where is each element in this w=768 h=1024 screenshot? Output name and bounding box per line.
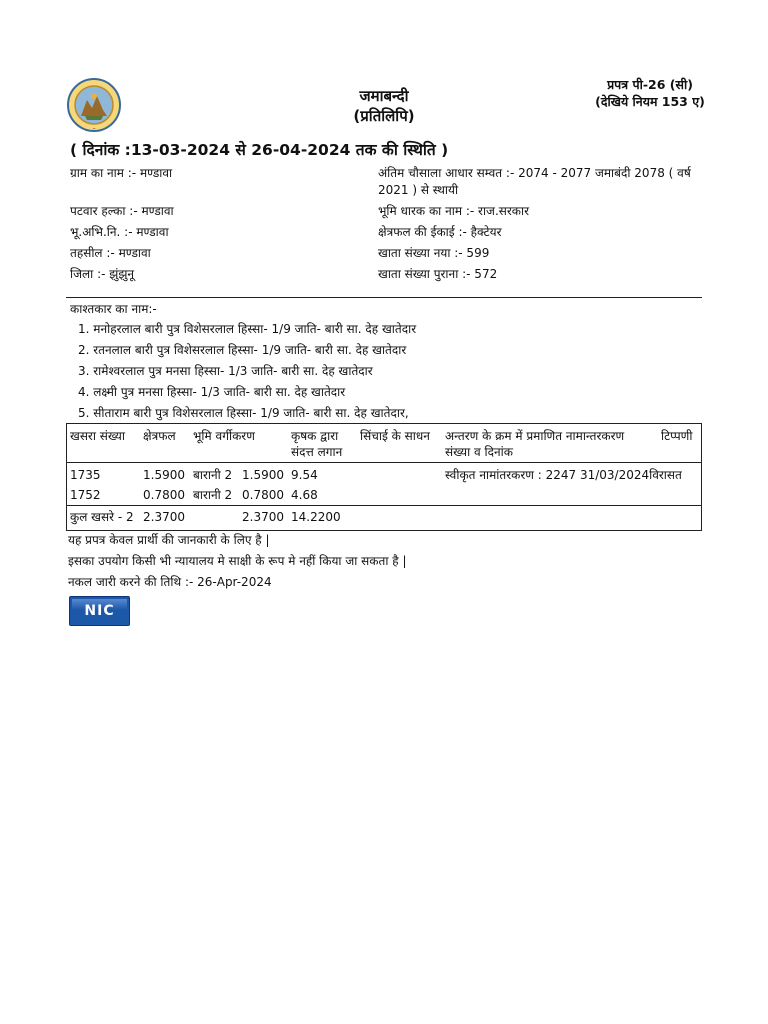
khata-naya: खाता संख्या नया :- 599	[378, 246, 490, 260]
col-header-lagan-2: संदत्त लगान	[291, 445, 343, 459]
cell-class: बारानी 2	[193, 468, 233, 482]
note-legal: इसका उपयोग किसी भी न्यायालय मे साक्षी के रूप मे नहीं किया जा सकता है |	[68, 554, 407, 568]
kashtkar-label: काश्तकार का नाम:-	[70, 302, 157, 316]
page-title: जमाबन्दी	[359, 87, 409, 105]
khata-purana: खाता संख्या पुराना :- 572	[378, 267, 498, 281]
area-unit: क्षेत्रफल की ईकाई :- हैक्टेयर	[378, 225, 502, 239]
cell-class-area: 1.5900	[242, 468, 284, 482]
total-class-area: 2.3700	[242, 510, 284, 524]
col-header-transfer-2: संख्या व दिनांक	[445, 445, 513, 459]
kashtkar-item: 1. मनोहरलाल बारी पुत्र विशेसरलाल हिस्सा- 1/9 जाति- बारी सा. देह खातेदार	[78, 322, 417, 336]
zila: जिला :- झुंझुनू	[70, 267, 135, 281]
cell-khasra: 1735	[70, 468, 101, 482]
kashtkar-item: 5. सीताराम बारी पुत्र विशेसरलाल हिस्सा- 1/9 जाति- बारी सा. देह खातेदार,	[78, 406, 409, 420]
issue-date: नकल जारी करने की तिथि :- 26-Apr-2024	[68, 575, 272, 589]
svg-text:~: ~	[92, 126, 96, 131]
table-total-border	[66, 505, 702, 506]
table-right-border	[701, 423, 702, 531]
note-info: यह प्रपत्र केवल प्रार्थी की जानकारी के लिए है |	[68, 533, 270, 547]
bhu-abhi-ni: भू.अभि.नि. :- मण्डावा	[70, 225, 169, 239]
divider	[66, 297, 702, 298]
table-left-border	[66, 423, 67, 531]
kashtkar-item: 4. लक्ष्मी पुत्र मनसा हिस्सा- 1/3 जाति- बारी सा. देह खातेदार	[78, 385, 346, 399]
total-lagan: 14.2200	[291, 510, 341, 524]
cell-lagan: 9.54	[291, 468, 318, 482]
cell-class-area: 0.7800	[242, 488, 284, 502]
chausala-line-1: अंतिम चौसाला आधार सम्वत :- 2074 - 2077 जमाबंदी 2078 ( वर्ष	[378, 166, 691, 180]
col-header-transfer: अन्तरण के क्रम में प्रमाणित नामान्तरकरण	[445, 429, 625, 443]
kashtkar-item: 2. रतनलाल बारी पुत्र विशेसरलाल हिस्सा- 1/9 जाति- बारी सा. देह खातेदार	[78, 343, 407, 357]
col-header-remarks: टिप्पणी	[661, 429, 693, 443]
col-header-area: क्षेत्रफल	[143, 429, 176, 443]
col-header-lagan: कृषक द्वारा	[291, 429, 339, 443]
gram-name: ग्राम का नाम :- मण्डावा	[70, 166, 173, 180]
form-number: प्रपत्र पी-26 (सी)	[607, 77, 693, 92]
total-area: 2.3700	[143, 510, 185, 524]
nic-logo-text: NIC	[84, 603, 115, 619]
col-header-class: भूमि वर्गीकरण	[193, 429, 255, 443]
cell-lagan: 4.68	[291, 488, 318, 502]
cell-area: 1.5900	[143, 468, 185, 482]
cell-area: 0.7800	[143, 488, 185, 502]
cell-transfer: स्वीकृत नामांतरकरण : 2247 31/03/2024विरासत	[445, 468, 682, 482]
table-header-border	[66, 462, 702, 463]
form-number-block	[590, 76, 710, 110]
kashtkar-item: 3. रामेश्वरलाल पुत्र मनसा हिस्सा- 1/3 जाति- बारी सा. देह खातेदार	[78, 364, 373, 378]
bhoomi-dharak: भूमि धारक का नाम :- राज.सरकार	[378, 204, 530, 218]
total-label: कुल खसरे - 2	[70, 510, 134, 524]
tehsil: तहसील :- मण्डावा	[70, 246, 151, 260]
page-subtitle: (प्रतिलिपि)	[353, 107, 415, 125]
col-header-khasra: खसरा संख्या	[70, 429, 125, 443]
table-top-border	[66, 423, 702, 424]
table-bottom-border	[66, 530, 702, 531]
chausala-line-2: 2021 ) से स्थायी	[378, 183, 459, 197]
col-header-irrigation: सिंचाई के साधन	[360, 429, 430, 443]
date-range-heading: ( दिनांक :13-03-2024 से 26-04-2024 तक की स्थिति )	[70, 141, 449, 159]
cell-class: बारानी 2	[193, 488, 233, 502]
rule-reference: (देखिये नियम 153 ए)	[595, 94, 705, 109]
cell-khasra: 1752	[70, 488, 101, 502]
patwar-halka: पटवार हल्का :- मण्डावा	[70, 204, 174, 218]
